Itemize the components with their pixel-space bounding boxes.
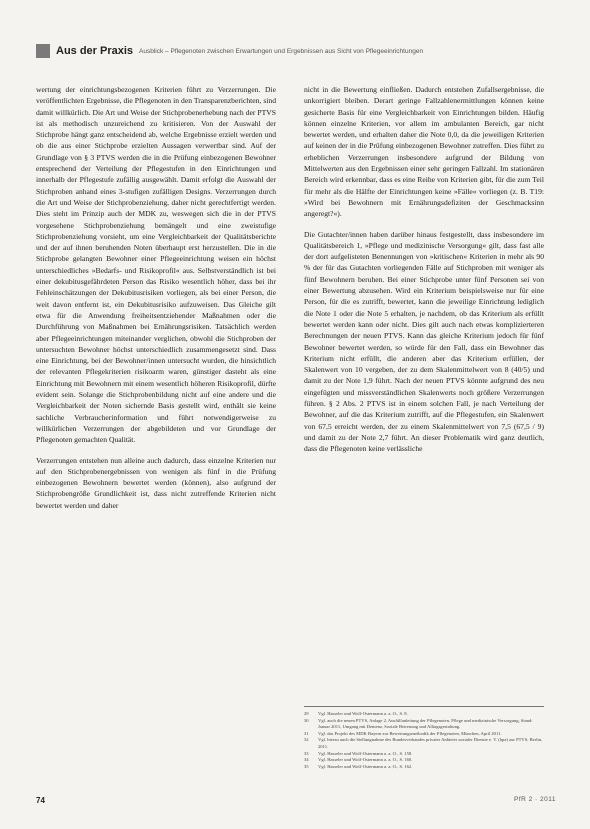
footnote	[304, 764, 544, 771]
journal-reference: PfR 2 · 2011	[513, 796, 556, 803]
footnote-text: Vgl. Hasseler und Wolf-Ostermann a. a. O., S. 162.	[318, 763, 413, 769]
footnote	[304, 757, 544, 764]
footnote-text: Vgl. Hasseler und Wolf-Ostermann a. a. O., S. 158.	[318, 750, 413, 756]
footnote	[304, 751, 544, 758]
paragraph: Die Gutachter/innen haben darüber hinaus festgestellt, dass insbesondere im Qualitätsbereich 1, »Pflege und medizinische Versorgung« gilt, dass fast alle der dort aufgelisteten Benennungen von »kritischen« Kriterien in mehr als 90 % der für das Gutachten vorliegenden Fälle auf Stichproben mit weniger als fünf Bewohnern beruhen. Bei einer Stichprobe unter fünf Personen sei von einer Bewertung abzusehen. Wird ein Kriterium beispielsweise nur für eine Person, für die es zutrifft, bewertet, kann die jeweilige Einrichtung lediglich die Note 1 oder die Note 5 erhalten, je nachdem, ob das Kriterium als erfüllt bewertet werden kann oder nicht. Dies gilt auch nach etwas komplizierteren Berechnungen der neuen PTVS. Kann das gleiche Kriterium jedoch für fünf Bewohner bewertet werden, so würde für den Fall, dass ein Bewohner das Kriterium nicht erfüllt, die anderen aber das Kriterium erfüllen, der Skalenwert von 10 vergeben, der zu dem Skalenmittelwert von 8 (40/5) und damit zu der Note 1,9 führt. Nach der neuen PTVS könnte aufgrund des neu eingefügten und missverständlichen Skalenwerts noch größere Verzerrungen führen. § 2 Abs. 2 PTVS ist in einem solchen Fall, je nach Verteilung der Bewohner, auf die das Kriterium zutrifft, auf die Pflegestufen, ein Skalenwert von 67,5 erreicht werden, der zu einem Skalenmittelwert von 7,5 (67,5 / 9) und damit zu der Note 2,7 führt. An dieser Problematik wird ganz deutlich, dass die Pflegenoten keine verlässliche	[304, 229, 544, 454]
footnote-text: Vgl. hierzu auch die Stellungnahme des Bundesverbandes privater Anbieter sozialer Dienste e. V. (bpa) zur PTVS, Berlin, 2011.	[318, 737, 543, 749]
footnote-text: Vgl. Hasseler und Wolf-Ostermann a. a. O., S. 8.	[318, 711, 408, 716]
section-marker-icon	[36, 44, 50, 58]
article-title: Ausblick – Pflegenoten zwischen Erwartungen und Ergebnissen aus Sicht von Pflegeeinrichtungen	[139, 47, 424, 55]
footnote-text: Vgl. das Projekt des MDK Bayern zur Bewertungsmethodik der Pflegenoten, München, April 2011.	[318, 730, 502, 736]
right-column	[304, 84, 544, 464]
paragraph: Verzerrungen entstehen nun alleine auch dadurch, dass einzelne Kriterien nur auf den Stichprobenergebnissen von wenigen als fünf in die Prüfung einbezogenen Bewohnern bewertet werden (können), also aufgrund der Stichprobengröße Grundlichkeit ist, dass nicht zutreffende Kriterien nicht bewertet werden und daher	[36, 455, 276, 510]
footnotes	[304, 706, 544, 770]
footnote	[304, 718, 544, 731]
footnote-number: 31	[304, 730, 309, 736]
footnote-number: 35	[304, 763, 309, 769]
footnote	[304, 737, 544, 750]
footnote	[304, 731, 544, 738]
footnote-number: 30	[304, 717, 309, 723]
footnote-number: 32	[304, 737, 309, 743]
running-header	[36, 42, 556, 60]
page-footer	[36, 796, 556, 808]
paragraph: nicht in die Bewertung einfließen. Dadurch entstehen Zufallsergebnisse, die unkorrigiert bleiben. Derart geringe Fallzahlenermittlungen können keine gesicherte Basis für eine Vergleichbarkeit von Einrichtungen bilden. Häufig können einzelne Kriterien, vor allem im ambulanten Bereich, gar nicht bewertet werden, und erhalten daher die Note 0,0, da die jeweiligen Kriterien auf keinen der in die Prüfung einbezogenen Bewohner zutreffen. Dies führt zu erheblichen Verzerrungen insbesondere aufgrund der Bildung von Mittelwerten aus den Ergebnissen einer sehr geringen Fallzahl. Im stationären Bereich wird erkennbar, dass es eine Reihe von Kriterien gibt, für die zum Teil für mehr als die Hälfte der Einrichtungen keine »Fälle« vorliegen (z. B. T19: »Wird bei Bewohnern mit Ernährungsdefiziten der Geschmacksinn angeregt?«).	[304, 85, 544, 219]
footnote	[304, 711, 544, 718]
footnote-number: 29	[304, 711, 309, 716]
footnote-number: 33	[304, 750, 309, 756]
left-column	[36, 84, 276, 520]
footnote-text: Vgl. Hasseler und Wolf-Ostermann a. a. O., S. 160.	[318, 757, 413, 763]
footnote-number: 34	[304, 757, 309, 763]
section-title: Aus der Praxis	[56, 45, 134, 57]
page-number: 74	[36, 796, 45, 805]
footnote-text: Vgl. auch die neuen PTVS, Anlage 2, Ausfüllanleitung der Pflegenoten, Pflege und medizinische Versorgung, Stand: Januar 2011, Umgang mit Demenz, Soziale Betreuung und Alltagsgestaltung.	[318, 717, 533, 730]
paragraph: wertung der einrichtungsbezogenen Kriterien führt zu Verzerrungen. Die veröffentlichten Ergebnisse, die Pflegenoten in den Transparenzberichten, sind damit willkürlich. Die Art und Weise der Stichprobenerhebung nach der PTVS ist als methodisch unzureichend zu kritisieren. Von der Auswahl der Stichprobe hängt ganz entscheidend ab, welche Ergebnisse erzielt werden und ob die aus einer Stichprobe erzielten Aussagen verwertbar sind. Auf der Grundlage von § 3 PTVS werden die in die Prüfung einbezogenen Bewohner entsprechend der Verteilung der Pflegestufen in den Einrichtungen und innerhalb der Pflegestufe zufällig ausgewählt. Damit erfolgt die Auswahl der Stichproben anhand eines 3-stufigen zufälligen Designs. Verzerrungen durch die Art und Weise der Stichprobenziehung, daher nicht gerechtfertigt werden. Dies steht im Prinzip auch der MDK zu, weswegen sich die in der PTVS vorgesehene Stichprobenziehung bemängelt und eine zweistufige Stichprobenziehung vorsieht, um eine Vergleichbarkeit der Qualitätsberichte und der auf ihnen beruhenden Noten überhaupt erst herzustellen. Die in die Stichprobe gelangten Bewohner einer Pflegeeinrichtung weisen ein höchst unterschiedliches »Bedarfs- und Risikoprofil« aus. Selbstverständlich ist bei einer dekubitusgefährdeten Person das Risiko wesentlich höher, dass bei ihr Fehleinschätzungen der Dekubitusrisiken vorliegen, als bei einer Person, die weit davon entfernt ist, ein Dekubitusrisiko aufzuweisen. Das Gleiche gilt etwa für die Anwendung freiheitsentziehender Maßnahmen oder die Durchführung von Maßnahmen bei Ernährungsrisiken. Tatsächlich werden aber Pflegeeinrichtungen miteinander verglichen, obwohl die Stichproben der untersuchten Bewohner höchst unterschiedlich zusammengesetzt sind. Dass eine Einrichtung, bei der Bewohner/innen untersucht wurden, die hinsichtlich der relevanten Pflegekriterien risikoarm waren, günstiger dasteht als eine Einrichtung mit Bewohnern mit einem wesentlich höheren Risikoprofil, dürfte evident sein. Solange die Stichprobenbildung nicht auf eine andere und die Vergleichbarkeit der Noten sichernde Basis gestellt wird, enthält sie keine sachliche Verbraucherinformation und führt notwendigerweise zu willkürlichen Verzerrungen der abgebildeten und vor Grundlage der Pflegenoten gemachten Qualität.	[36, 85, 276, 445]
